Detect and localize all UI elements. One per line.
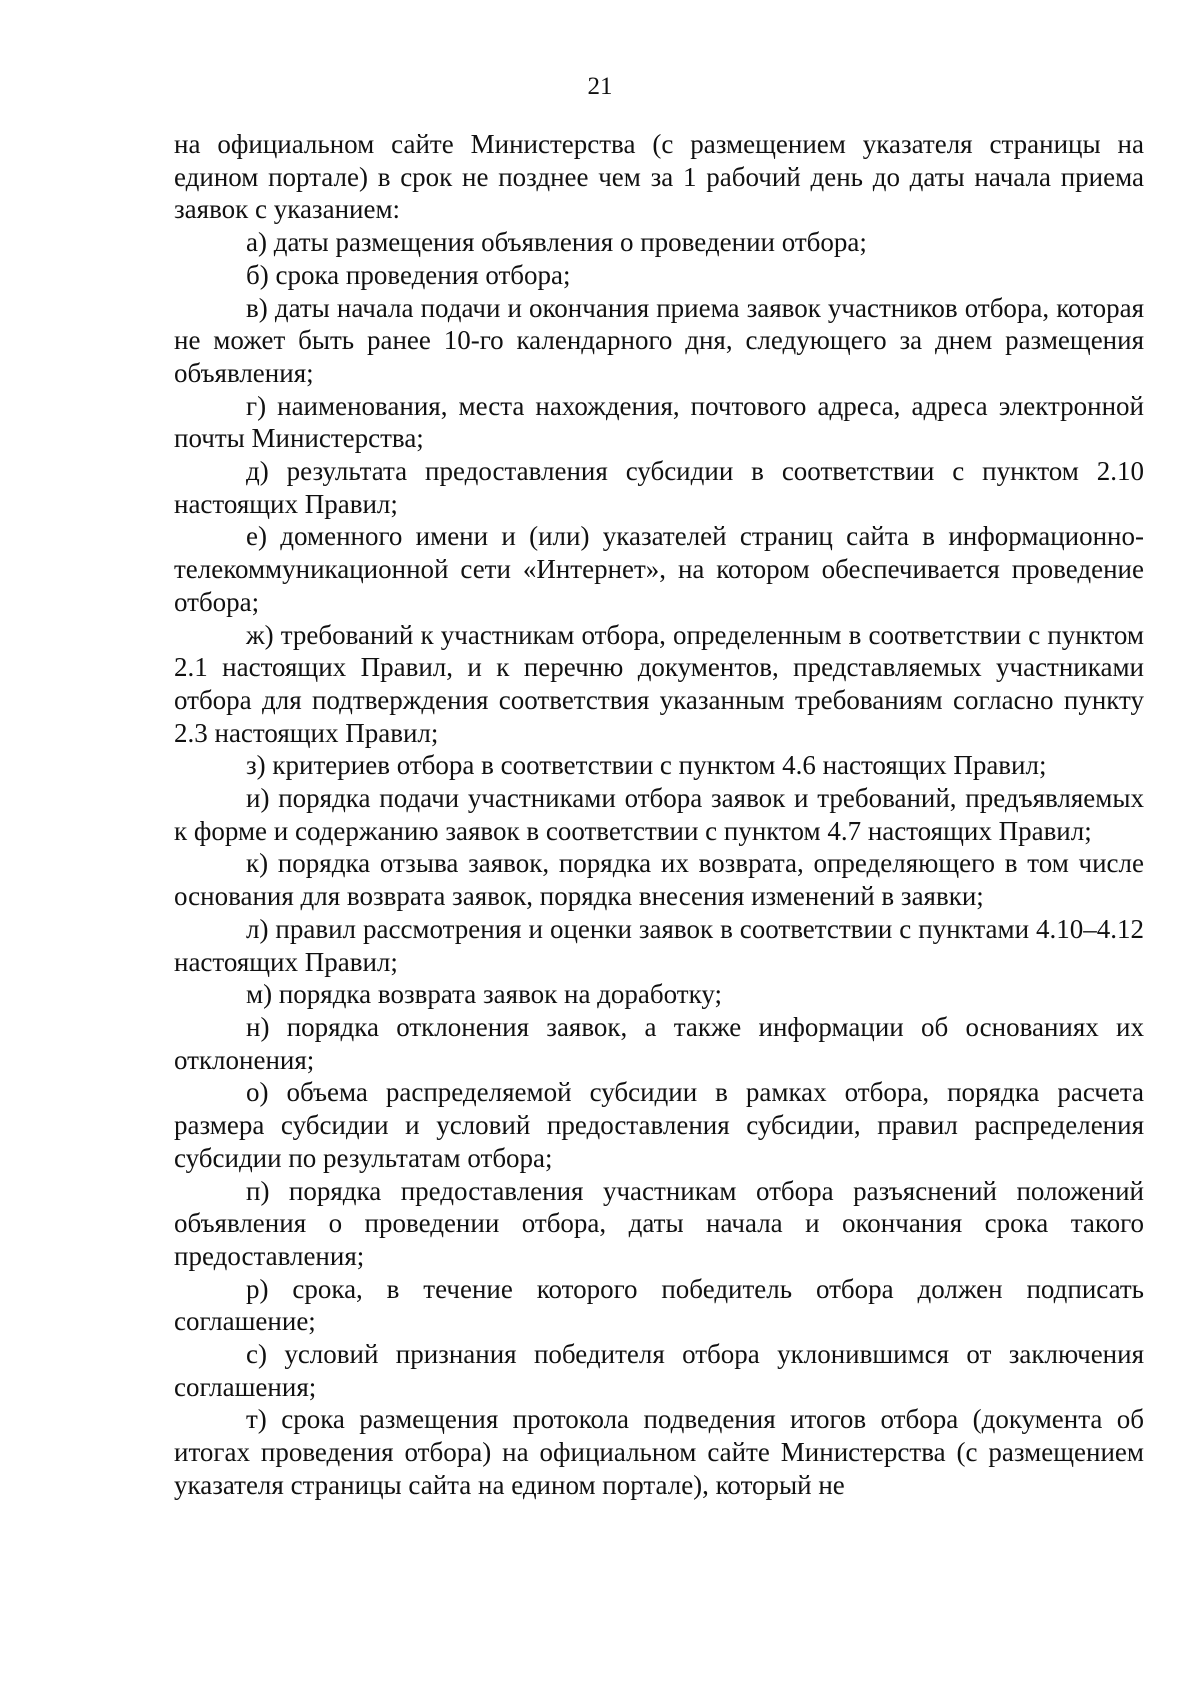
paragraph-continuation: на официальном сайте Министерства (с размещением указателя страницы на едином портале) в срок не позднее чем за 1 рабочий день до даты начала приема заявок с указанием:: [174, 129, 1144, 225]
list-item-d: д) результата предоставления субсидии в соответствии с пунктом 2.10 настоящих Правил;: [174, 456, 1144, 519]
list-item-a: а) даты размещения объявления о проведении отбора;: [246, 227, 867, 258]
list-item-r: р) срока, в течение которого победитель отбора должен подписать соглашение;: [174, 1273, 1144, 1337]
list-item-g: г) наименования, места нахождения, почтового адреса, адреса электронной почты Министерства;: [174, 390, 1144, 454]
list-item-m: м) порядка возврата заявок на доработку;: [246, 979, 722, 1010]
list-item-s: с) условий признания победителя отбора уклонившимся от заключения соглашения;: [174, 1339, 1144, 1402]
list-item-n: н) порядка отклонения заявок, а также информации об основаниях их отклонения;: [174, 1011, 1144, 1075]
list-item-b: б) срока проведения отбора;: [246, 259, 571, 290]
list-item-i: и) порядка подачи участниками отбора заявок и требований, предъявляемых к форме и содержанию заявок в соответствии с пунктом 4.7 настоящих Правил;: [174, 783, 1144, 846]
list-item-t: т) срока размещения протокола подведения итогов отбора (документа об итогах проведения отбора) на официальном сайте Министерства (с размещением указателя страницы сайта на едином портале), который не: [174, 1404, 1144, 1500]
list-item-zh: ж) требований к участникам отбора, определенным в соответствии с пунктом 2.1 настоящих Правил, и к перечню документов, представляемых участниками отбора для подтверждения соответствия указанным требованиям согласно пункту 2.3 настоящих Правил;: [174, 619, 1144, 748]
list-item-z: з) критериев отбора в соответствии с пунктом 4.6 настоящих Правил;: [246, 750, 1047, 781]
list-item-o: о) объема распределяемой субсидии в рамках отбора, порядка расчета размера субсидии и условий предоставления субсидии, правил распределения субсидии по результатам отбора;: [174, 1077, 1144, 1173]
list-item-e: е) доменного имени и (или) указателей страниц сайта в информационно-телекоммуникационной сети «Интернет», на котором обеспечивается проведение отбора;: [174, 521, 1144, 617]
list-item-p: п) порядка предоставления участникам отбора разъяснений положений объявления о проведении отбора, даты начала и окончания срока такого предоставления;: [174, 1175, 1144, 1271]
page-number: 21: [587, 73, 613, 100]
list-item-k: к) порядка отзыва заявок, порядка их возврата, определяющего в том числе основания для возврата заявок, порядка внесения изменений в заявки;: [174, 848, 1144, 912]
list-item-l: л) правил рассмотрения и оценки заявок в соответствии с пунктами 4.10–4.12 настоящих Правил;: [174, 913, 1144, 977]
document-body: [174, 128, 1144, 1502]
list-item-v: в) даты начала подачи и окончания приема заявок участников отбора, которая не может быть ранее 10-го календарного дня, следующего за днем размещения объявления;: [174, 292, 1144, 388]
